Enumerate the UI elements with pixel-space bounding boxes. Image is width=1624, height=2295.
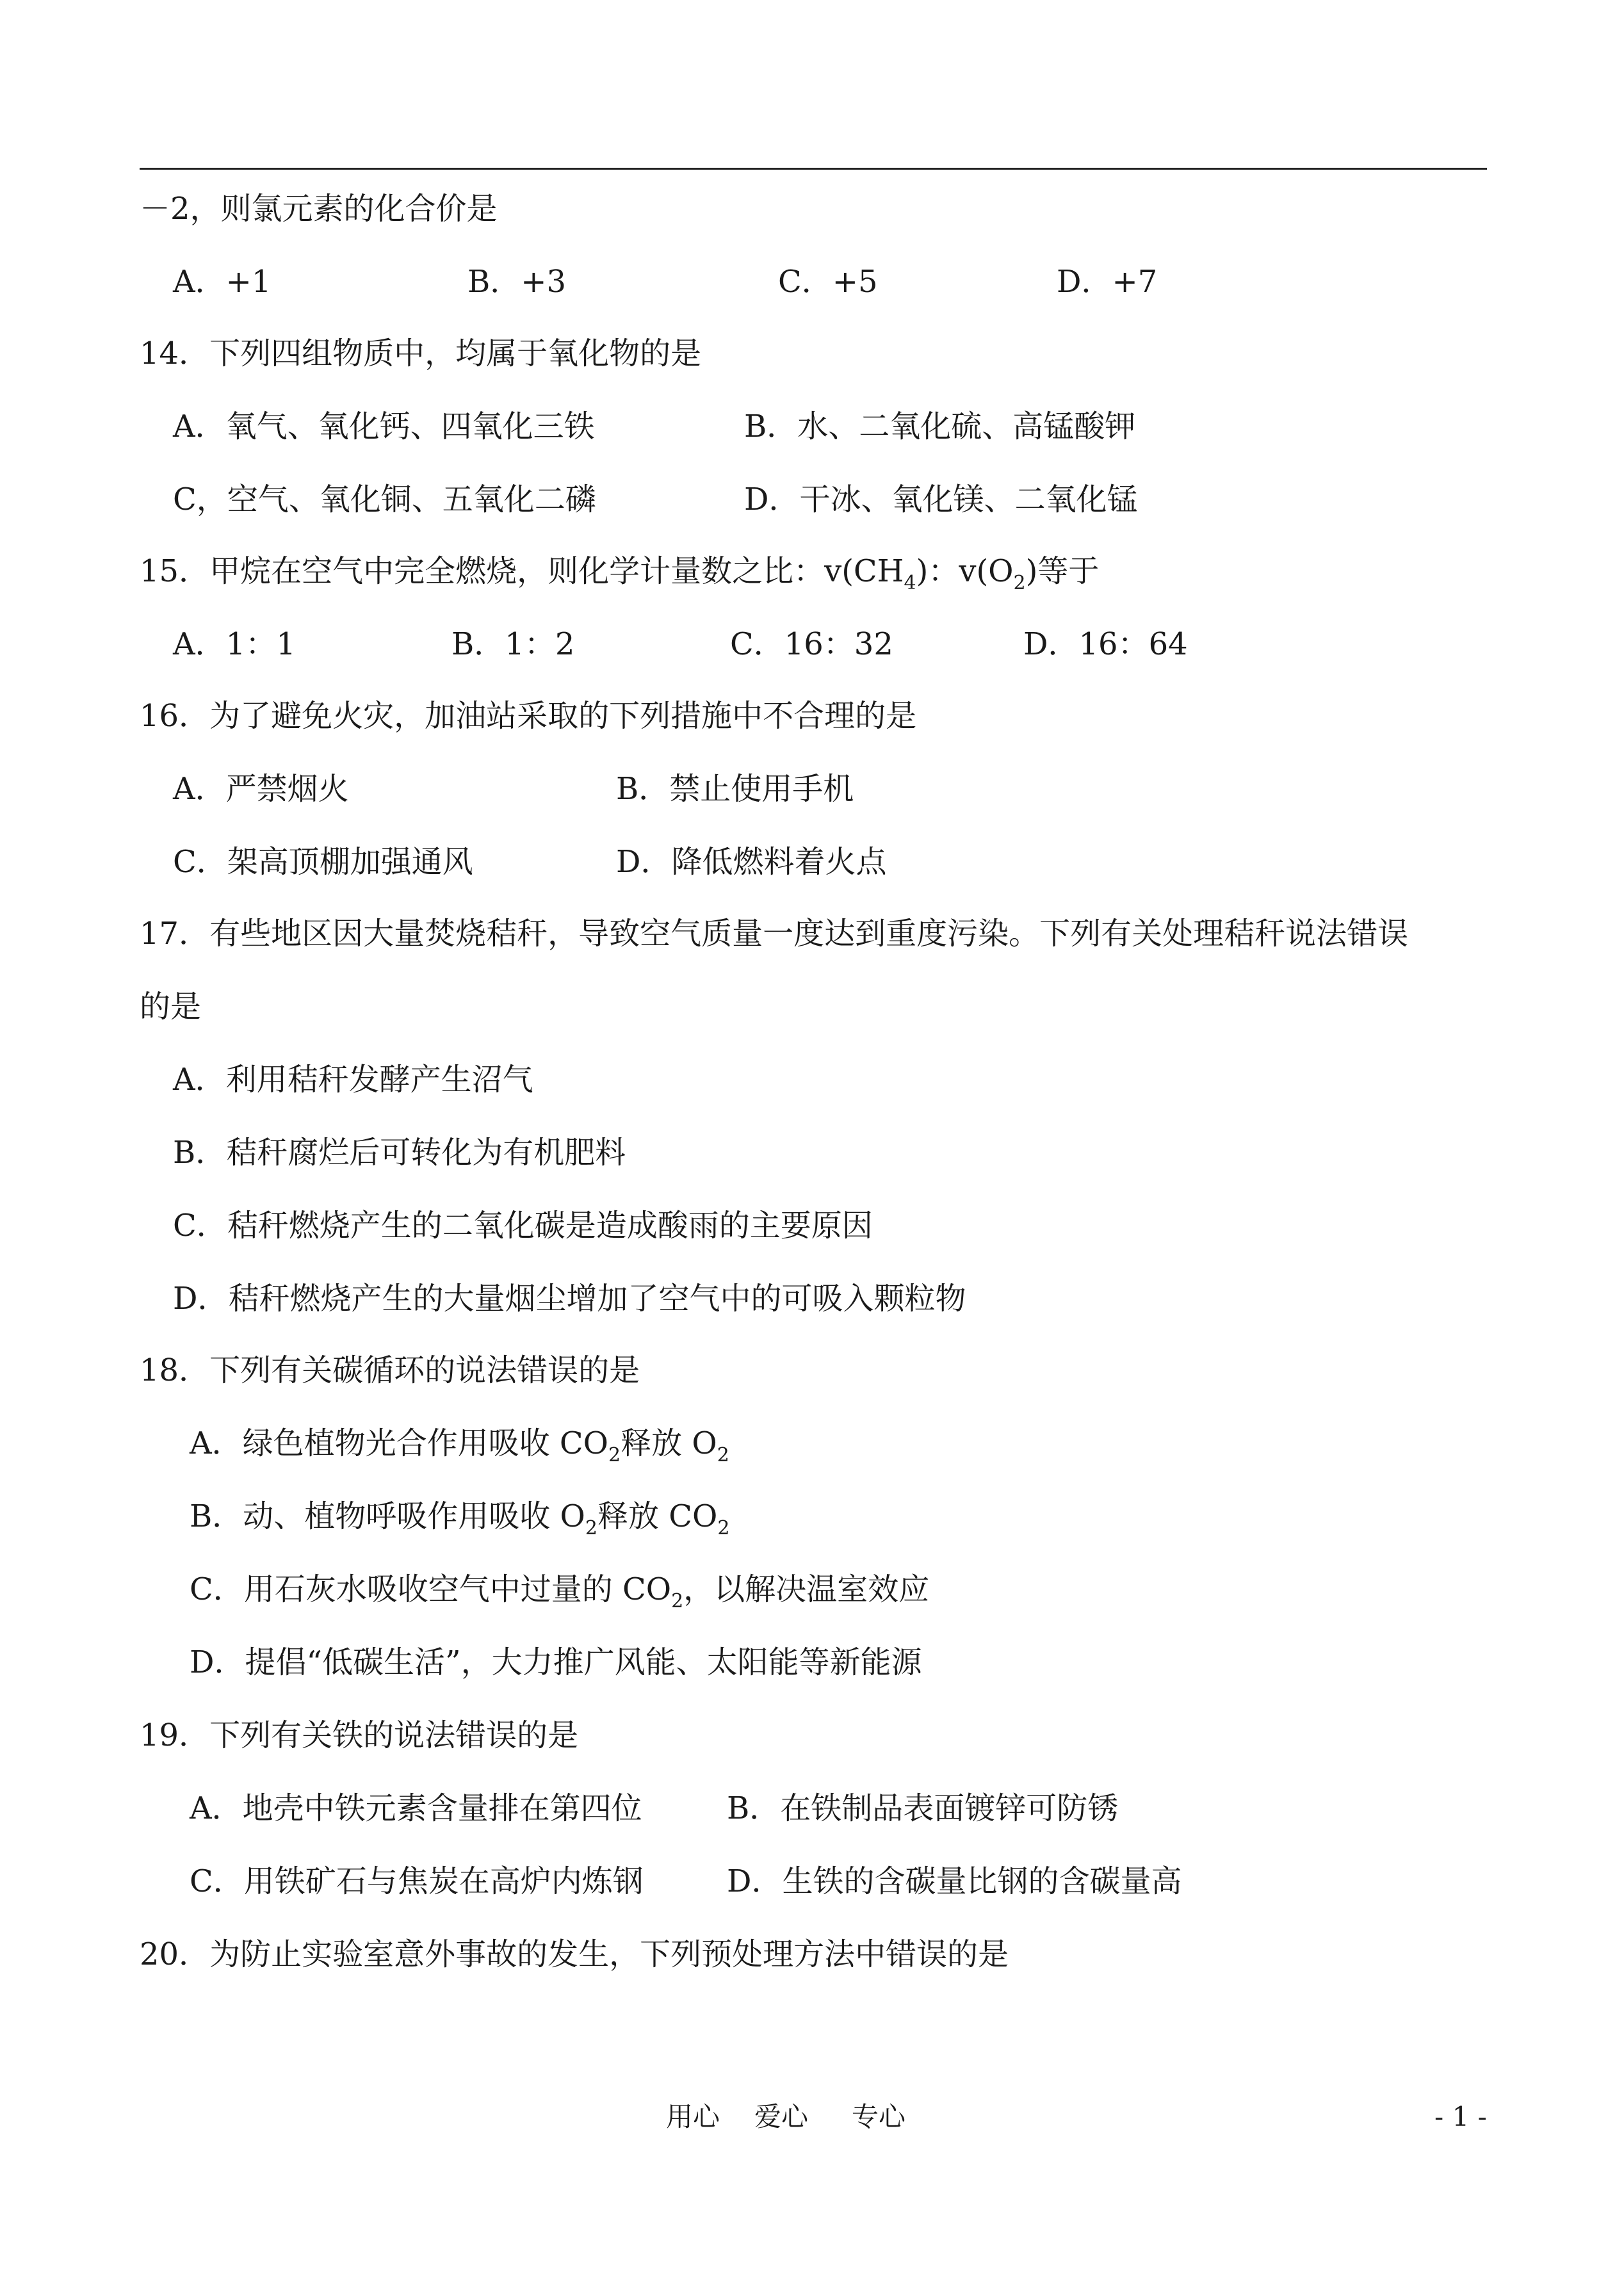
q15-option-c: C．16：32 [730,626,893,662]
q18-option-b-sub1: 2 [585,1517,597,1539]
q14-option-c: C，空气、氧化铜、五氧化二磷 [173,482,596,517]
q18-option-a-sub1: 2 [608,1444,621,1466]
q13-option-d: D．+7 [1057,264,1158,300]
footer-slogan-1: 用心 [666,2101,720,2132]
footer-slogan-3: 专心 [852,2101,906,2132]
q15-subscript-2: 2 [1013,572,1026,594]
q19-option-d: D．生铁的含碳量比钢的含碳量高 [727,1863,1182,1899]
q13-option-b: B．+3 [467,264,567,300]
q18-option-c [190,1570,929,1613]
q15-stem-part1: 15．甲烷在空气中完全燃烧，则化学计量数之比：v(CH [140,553,904,589]
q17-option-d: D．秸秆燃烧产生的大量烟尘增加了空气中的可吸入颗粒物 [173,1281,966,1317]
q13-option-c: C．+5 [778,264,878,300]
q18-option-a-text2: 释放 O [621,1425,717,1461]
q16-stem: 16．为了避免火灾，加油站采取的下列措施中不合理的是 [140,698,917,734]
page-number: - 1 - [1434,2101,1487,2132]
q16-option-b: B．禁止使用手机 [616,771,854,807]
q15-option-b: B．1：2 [451,626,575,662]
footer-slogan-2: 爱心 [754,2101,809,2132]
q18-option-b [190,1497,729,1540]
q18-option-c-text2: ，以解决温室效应 [683,1571,930,1607]
q18-option-a-sub2: 2 [717,1444,729,1466]
q13-stem-tail: －2，则氯元素的化合价是 [140,191,498,227]
q18-stem: 18．下列有关碳循环的说法错误的是 [140,1352,640,1388]
q18-option-b-text1: B．动、植物呼吸作用吸收 O [190,1498,585,1534]
q18-option-c-text1: C．用石灰水吸收空气中过量的 CO [190,1571,672,1607]
q15-option-d: D．16：64 [1023,626,1188,662]
q13-option-a: A．+1 [173,264,272,300]
q16-option-a: A．严禁烟火 [173,771,349,807]
q17-stem-line2: 的是 [140,989,202,1025]
q15-stem [140,552,1099,595]
q18-option-a [190,1424,729,1467]
q18-option-c-sub1: 2 [671,1590,684,1612]
q14-option-d: D．干冰、氧化镁、二氧化锰 [744,482,1138,517]
q15-stem-part3: )等于 [1025,553,1100,589]
q16-option-d: D．降低燃料着火点 [616,844,887,880]
q15-option-a: A．1：1 [173,626,296,662]
q14-option-b: B．水、二氧化硫、高锰酸钾 [744,409,1136,444]
q16-option-c: C．架高顶棚加强通风 [173,844,473,880]
q18-option-d: D．提倡“低碳生活”，大力推广风能、太阳能等新能源 [190,1644,922,1680]
q18-option-b-sub2: 2 [717,1517,730,1539]
q18-option-b-text2: 释放 CO [597,1498,718,1534]
q17-option-b: B．秸秆腐烂后可转化为有机肥料 [173,1135,626,1171]
q18-option-a-text1: A．绿色植物光合作用吸收 CO [190,1425,609,1461]
q17-stem-line1: 17．有些地区因大量焚烧秸秆，导致空气质量一度达到重度污染。下列有关处理秸秆说法错误 [140,916,1409,952]
q17-option-a: A．利用秸秆发酵产生沼气 [173,1062,533,1098]
q15-subscript-4: 4 [904,572,916,594]
q20-stem: 20．为防止实验室意外事故的发生，下列预处理方法中错误的是 [140,1936,1009,1972]
q19-option-c: C．用铁矿石与焦炭在高炉内炼钢 [190,1863,644,1899]
q19-stem: 19．下列有关铁的说法错误的是 [140,1717,579,1753]
q19-option-b: B．在铁制品表面镀锌可防锈 [727,1790,1119,1826]
q15-stem-part2: )：v(O [916,553,1014,589]
q17-option-c: C．秸秆燃烧产生的二氧化碳是造成酸雨的主要原因 [173,1208,873,1244]
header-rule [140,168,1487,170]
q14-stem: 14．下列四组物质中，均属于氧化物的是 [140,336,702,371]
q14-option-a: A．氧气、氧化钙、四氧化三铁 [173,409,595,444]
q19-option-a: A．地壳中铁元素含量排在第四位 [190,1790,642,1826]
